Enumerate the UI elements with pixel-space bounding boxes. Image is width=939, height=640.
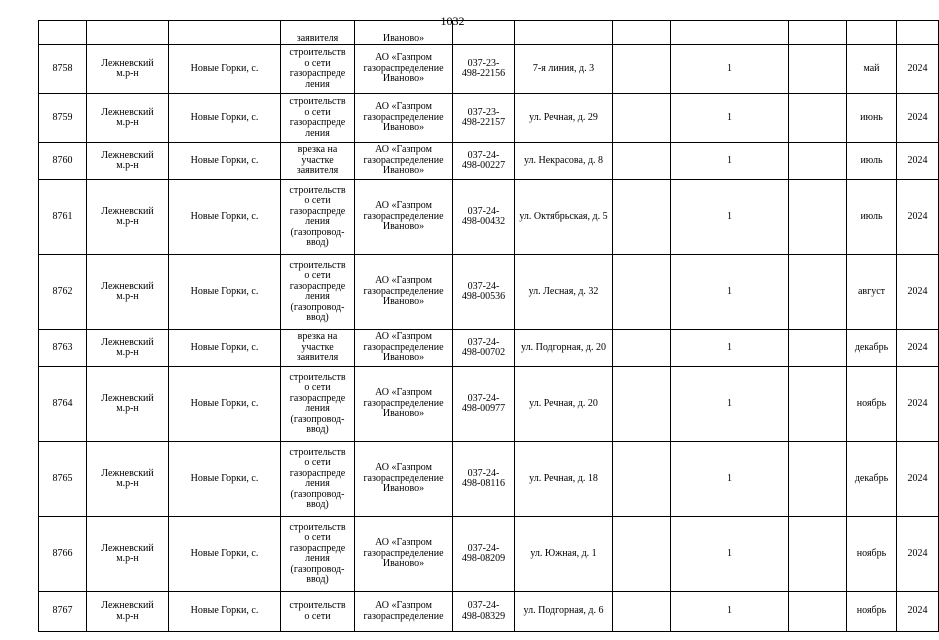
cell-organization: АО «Газпром газораспределение Иваново» xyxy=(355,517,453,592)
cell-empty-2 xyxy=(789,255,847,330)
cell-locality: Новые Горки, с. xyxy=(169,45,281,94)
cell-year: 2024 xyxy=(897,255,939,330)
cell-address xyxy=(515,21,613,45)
cell-quantity: 1 xyxy=(671,592,789,632)
cell-type: строительств о сети газораспреде ления (газопровод- ввод) xyxy=(281,517,355,592)
cell-month: ноябрь xyxy=(847,592,897,632)
cell-locality: Новые Горки, с. xyxy=(169,517,281,592)
cell-type: строительств о сети газораспреде ления (газопровод- ввод) xyxy=(281,367,355,442)
cell-address: ул. Южная, д. 1 xyxy=(515,517,613,592)
cell-district: Лежневский м.р-н xyxy=(87,143,169,180)
cell-quantity: 1 xyxy=(671,45,789,94)
cell-address: ул. Речная, д. 20 xyxy=(515,367,613,442)
cell-number: 8764 xyxy=(39,367,87,442)
cell-type: строительств о сети газораспреде ления (газопровод- ввод) xyxy=(281,255,355,330)
cell-empty-2 xyxy=(789,180,847,255)
cell-district: Лежневский м.р-н xyxy=(87,330,169,367)
table-row xyxy=(39,517,939,592)
cell-quantity: 1 xyxy=(671,442,789,517)
cell-number: 8765 xyxy=(39,442,87,517)
cell-district xyxy=(87,21,169,45)
cell-organization: АО «Газпром газораспределение Иваново» xyxy=(355,255,453,330)
cell-code: 037-24- 498-00536 xyxy=(453,255,515,330)
page-number: 1032 xyxy=(440,14,465,28)
cell-address: ул. Речная, д. 18 xyxy=(515,442,613,517)
cell-month: декабрь xyxy=(847,442,897,517)
cell-number: 8761 xyxy=(39,180,87,255)
cell-district: Лежневский м.р-н xyxy=(87,517,169,592)
cell-empty-2 xyxy=(789,94,847,143)
cell-empty-2 xyxy=(789,45,847,94)
cell-address: ул. Подгорная, д. 20 xyxy=(515,330,613,367)
cell-code: 037-24- 498-08209 xyxy=(453,517,515,592)
cell-month: декабрь xyxy=(847,330,897,367)
cell-empty-2 xyxy=(789,517,847,592)
table-row xyxy=(39,180,939,255)
table-row xyxy=(39,330,939,367)
gas-connections-table xyxy=(38,20,939,632)
cell-year: 2024 xyxy=(897,517,939,592)
cell-organization: АО «Газпром газораспределение Иваново» xyxy=(355,45,453,94)
cell-empty-1 xyxy=(613,255,671,330)
cell-district: Лежневский м.р-н xyxy=(87,180,169,255)
cell-locality: Новые Горки, с. xyxy=(169,255,281,330)
table-row xyxy=(39,255,939,330)
cell-number xyxy=(39,21,87,45)
cell-quantity: 1 xyxy=(671,94,789,143)
table-row xyxy=(39,143,939,180)
cell-empty-2 xyxy=(789,367,847,442)
cell-number: 8766 xyxy=(39,517,87,592)
cell-locality: Новые Горки, с. xyxy=(169,592,281,632)
cell-empty-1 xyxy=(613,45,671,94)
cell-year: 2024 xyxy=(897,330,939,367)
cell-organization: АО «Газпром газораспределение Иваново» xyxy=(355,143,453,180)
cell-locality: Новые Горки, с. xyxy=(169,180,281,255)
cell-empty-2 xyxy=(789,592,847,632)
table-row xyxy=(39,45,939,94)
cell-year: 2024 xyxy=(897,143,939,180)
cell-quantity xyxy=(671,21,789,45)
cell-type: строительств о сети газораспреде ления (газопровод- ввод) xyxy=(281,442,355,517)
cell-organization: АО «Газпром газораспределение Иваново» xyxy=(355,330,453,367)
cell-address: ул. Лесная, д. 32 xyxy=(515,255,613,330)
cell-year xyxy=(897,21,939,45)
cell-month: июль xyxy=(847,180,897,255)
cell-empty-2 xyxy=(789,143,847,180)
cell-year: 2024 xyxy=(897,442,939,517)
table-row xyxy=(39,442,939,517)
cell-empty-2 xyxy=(789,442,847,517)
cell-number: 8762 xyxy=(39,255,87,330)
cell-year: 2024 xyxy=(897,367,939,442)
cell-organization: АО «Газпром газораспределение Иваново» xyxy=(355,367,453,442)
cell-year: 2024 xyxy=(897,94,939,143)
cell-quantity: 1 xyxy=(671,255,789,330)
cell-year: 2024 xyxy=(897,592,939,632)
cell-district: Лежневский м.р-н xyxy=(87,442,169,517)
cell-code: 037-23- 498-22157 xyxy=(453,94,515,143)
table-row xyxy=(39,94,939,143)
cell-organization: АО «Газпром газораспределение Иваново» xyxy=(355,442,453,517)
cell-number: 8759 xyxy=(39,94,87,143)
cell-address: ул. Октябрьская, д. 5 xyxy=(515,180,613,255)
cell-month: июнь xyxy=(847,94,897,143)
cell-quantity: 1 xyxy=(671,143,789,180)
cell-district: Лежневский м.р-н xyxy=(87,45,169,94)
cell-locality: Новые Горки, с. xyxy=(169,330,281,367)
cell-empty-2 xyxy=(789,21,847,45)
document-table-wrapper xyxy=(38,20,928,627)
cell-code: 037-24- 498-00432 xyxy=(453,180,515,255)
cell-empty-1 xyxy=(613,367,671,442)
cell-organization: Иваново» xyxy=(355,21,453,45)
cell-month: август xyxy=(847,255,897,330)
cell-empty-1 xyxy=(613,143,671,180)
cell-address: ул. Речная, д. 29 xyxy=(515,94,613,143)
cell-district: Лежневский м.р-н xyxy=(87,255,169,330)
cell-empty-1 xyxy=(613,21,671,45)
cell-number: 8758 xyxy=(39,45,87,94)
cell-quantity: 1 xyxy=(671,180,789,255)
cell-code: 037-24- 498-00977 xyxy=(453,367,515,442)
cell-empty-1 xyxy=(613,517,671,592)
cell-locality: Новые Горки, с. xyxy=(169,367,281,442)
cell-number: 8767 xyxy=(39,592,87,632)
cell-address: ул. Подгорная, д. 6 xyxy=(515,592,613,632)
cell-organization: АО «Газпром газораспределение xyxy=(355,592,453,632)
cell-organization: АО «Газпром газораспределение Иваново» xyxy=(355,94,453,143)
cell-code: 037-24- 498-00227 xyxy=(453,143,515,180)
cell-locality: Новые Горки, с. xyxy=(169,143,281,180)
cell-month: ноябрь xyxy=(847,367,897,442)
cell-number: 8763 xyxy=(39,330,87,367)
cell-code: 037-24- 498-00702 xyxy=(453,330,515,367)
cell-month: ноябрь xyxy=(847,517,897,592)
cell-locality: Новые Горки, с. xyxy=(169,442,281,517)
cell-district: Лежневский м.р-н xyxy=(87,94,169,143)
cell-year: 2024 xyxy=(897,45,939,94)
cell-address: 7-я линия, д. 3 xyxy=(515,45,613,94)
cell-code: 037-24- 498-08329 xyxy=(453,592,515,632)
table-body xyxy=(39,21,939,632)
cell-type: строительств о сети xyxy=(281,592,355,632)
cell-month: июль xyxy=(847,143,897,180)
table-row xyxy=(39,592,939,632)
cell-code: 037-24- 498-08116 xyxy=(453,442,515,517)
cell-type: строительств о сети газораспреде ления xyxy=(281,45,355,94)
table-row xyxy=(39,367,939,442)
cell-empty-1 xyxy=(613,592,671,632)
cell-district: Лежневский м.р-н xyxy=(87,367,169,442)
cell-district: Лежневский м.р-н xyxy=(87,592,169,632)
cell-month xyxy=(847,21,897,45)
cell-type: врезка на участке заявителя xyxy=(281,143,355,180)
cell-empty-1 xyxy=(613,330,671,367)
cell-type: заявителя xyxy=(281,21,355,45)
cell-quantity: 1 xyxy=(671,517,789,592)
cell-organization: АО «Газпром газораспределение Иваново» xyxy=(355,180,453,255)
cell-empty-1 xyxy=(613,94,671,143)
cell-locality xyxy=(169,21,281,45)
cell-empty-1 xyxy=(613,442,671,517)
cell-month: май xyxy=(847,45,897,94)
cell-quantity: 1 xyxy=(671,330,789,367)
cell-quantity: 1 xyxy=(671,367,789,442)
cell-empty-1 xyxy=(613,180,671,255)
cell-number: 8760 xyxy=(39,143,87,180)
cell-empty-2 xyxy=(789,330,847,367)
cell-code xyxy=(453,21,515,45)
cell-locality: Новые Горки, с. xyxy=(169,94,281,143)
cell-type: строительств о сети газораспреде ления xyxy=(281,94,355,143)
cell-code: 037-23- 498-22156 xyxy=(453,45,515,94)
table-row-continuation xyxy=(39,21,939,45)
cell-year: 2024 xyxy=(897,180,939,255)
cell-type: врезка на участке заявителя xyxy=(281,330,355,367)
cell-address: ул. Некрасова, д. 8 xyxy=(515,143,613,180)
cell-type: строительств о сети газораспреде ления (газопровод- ввод) xyxy=(281,180,355,255)
